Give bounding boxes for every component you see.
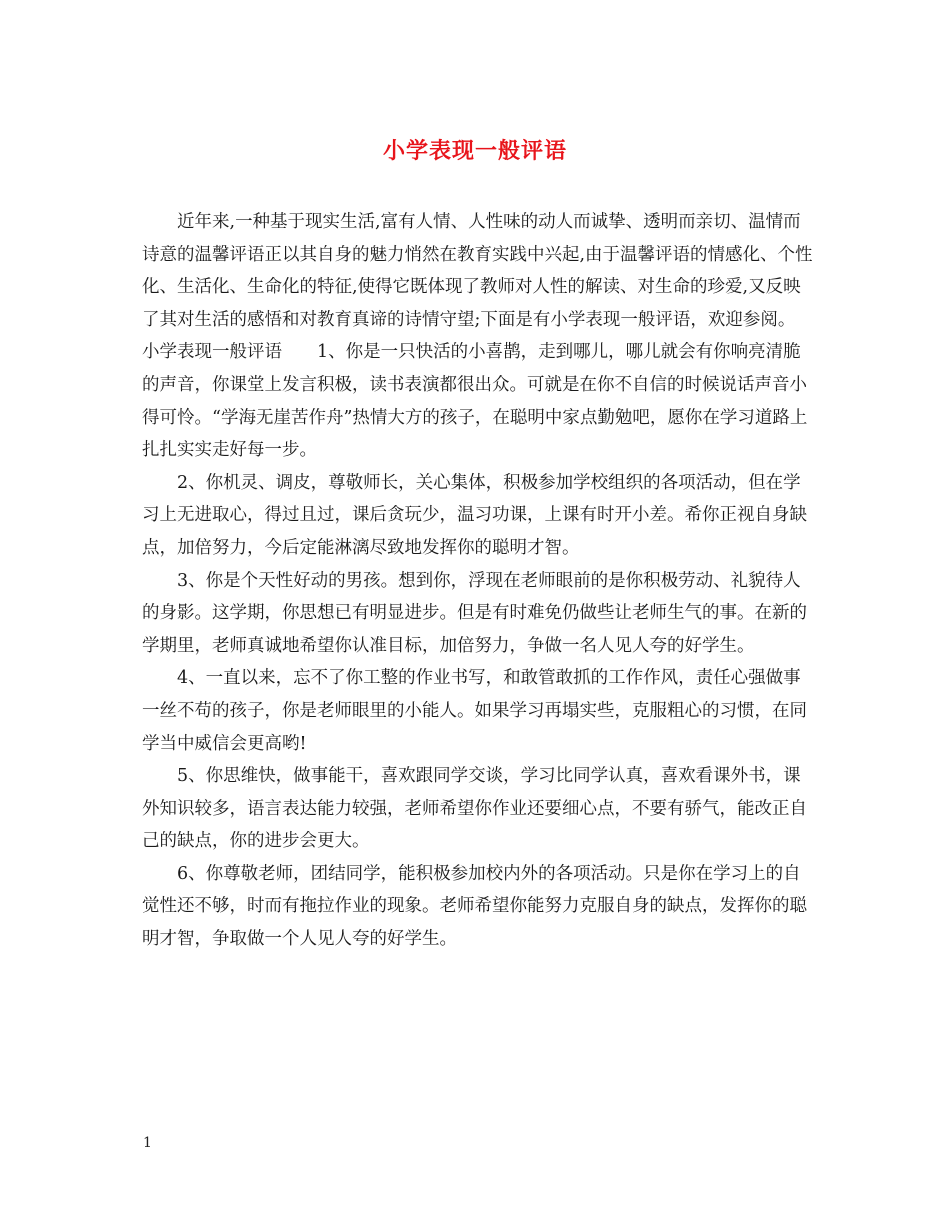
intro-paragraph: 近年来,一种基于现实生活,富有人情、人性味的动人而诚挚、透明而亲切、温情而诗意的温馨评语正以其自身的魅力悄然在教育实践中兴起,由于温馨评语的情感化、个性化、生活化、生命化的特征,使得它既体现了教师对人性的解读、对生命的珍爱,又反映了其对生活的感悟和对教育真谛的诗情守望;下面是有小学表现一般评语，欢迎参阅。 bbox=[142, 212, 813, 330]
page-number: 1 bbox=[143, 1135, 152, 1151]
document-title: 小学表现一般评语 bbox=[382, 139, 567, 164]
comment-paragraph-4: 4、一直以来，忘不了你工整的作业书写，和敢管敢抓的工作作风，责任心强做事一丝不苟的孩子，你是老师眼里的小能人。如果学习再塌实些，克服粗心的习惯，在同学当中威信会更高哟! bbox=[142, 668, 807, 754]
comment-paragraph-2: 2、你机灵、调皮，尊敬师长，关心集体，积极参加学校组织的各项活动，但在学习上无进取心，得过且过，课后贪玩少，温习功课，上课有时开小差。希你正视自身缺点，加倍努力，今后定能淋漓尽致地发挥你的聪明才智。 bbox=[142, 472, 807, 558]
comment-paragraph-6: 6、你尊敬老师，团结同学，能积极参加校内外的各项活动。只是你在学习上的自觉性还不够，时而有拖拉作业的现象。老师希望你能努力克服自身的缺点，发挥你的聪明才智，争取做一个人见人夸的好学生。 bbox=[142, 863, 807, 950]
comment-paragraph-1: 小学表现一般评语 1、你是一只快活的小喜鹊，走到哪儿，哪儿就会有你响亮清脆的声音，你课堂上发言积极，读书表演都很出众。可就是在你不自信的时候说话声音小得可怜。“学海无崖苦作舟”热情大方的孩子，在聪明中家点勤勉吧，愿你在学习道路上扎扎实实走好每一步。 bbox=[142, 342, 808, 461]
comment-paragraph-5: 5、你思维快，做事能干，喜欢跟同学交谈，学习比同学认真，喜欢看课外书，课外知识较多，语言表达能力较强，老师希望你作业还要细心点，不要有骄气，能改正自己的缺点，你的进步会更大。 bbox=[142, 766, 807, 852]
comment-paragraph-3: 3、你是个天性好动的男孩。想到你，浮现在老师眼前的是你积极劳动、礼貌待人的身影。这学期，你思想已有明显进步。但是有时难免仍做些让老师生气的事。在新的学期里，老师真诚地希望你认准目标，加倍努力，争做一名人见人夸的好学生。 bbox=[142, 570, 807, 656]
document-body bbox=[142, 206, 814, 956]
